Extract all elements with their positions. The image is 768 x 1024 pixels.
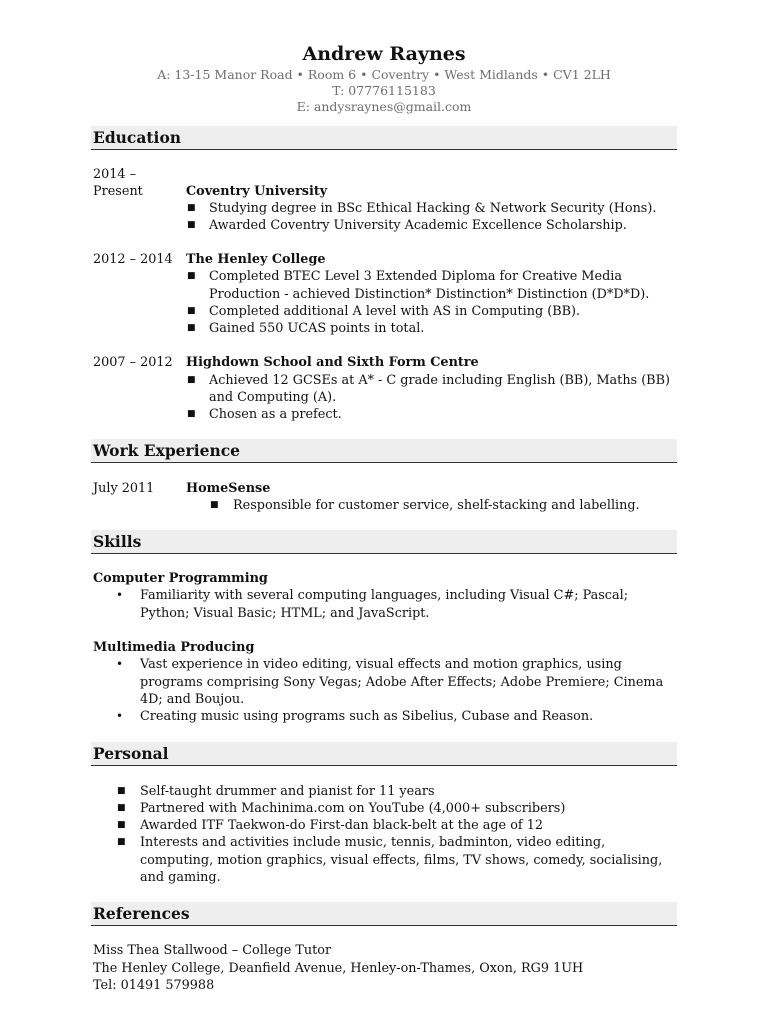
resume-header bbox=[0, 41, 768, 115]
personal-heading bbox=[91, 742, 677, 766]
square-bullet-icon: ■ bbox=[187, 375, 196, 385]
personal-line: computing, motion graphics, visual effects, films, TV shows, comedy, socialising, bbox=[140, 853, 663, 868]
dot-bullet-icon: • bbox=[116, 709, 124, 723]
skill-group-title: Computer Programming bbox=[93, 571, 268, 586]
edu-date: 2014 – bbox=[93, 167, 137, 182]
edu-bullet: Completed additional A level with AS in Computing (BB). bbox=[209, 304, 581, 319]
edu-school: Coventry University bbox=[186, 184, 328, 199]
skill-line: 4D; and Boujou. bbox=[140, 692, 245, 707]
skills-heading bbox=[91, 530, 677, 554]
square-bullet-icon: ■ bbox=[187, 306, 196, 316]
personal-title: Personal bbox=[93, 744, 169, 763]
square-bullet-icon: ■ bbox=[187, 220, 196, 230]
skill-line: programs comprising Sony Vegas; Adobe After Effects; Adobe Premiere; Cinema bbox=[140, 675, 664, 690]
reference-line: Tel: 01491 579988 bbox=[93, 978, 215, 993]
work-employer: HomeSense bbox=[186, 481, 271, 496]
personal-line: and gaming. bbox=[140, 870, 221, 885]
square-bullet-icon: ■ bbox=[117, 786, 126, 796]
edu-bullet: Chosen as a prefect. bbox=[209, 407, 342, 422]
work-bullet: Responsible for customer service, shelf-stacking and labelling. bbox=[233, 498, 640, 513]
personal-line: Self-taught drummer and pianist for 11 years bbox=[140, 784, 435, 799]
personal-line: Interests and activities include music, tennis, badminton, video editing, bbox=[140, 835, 606, 850]
square-bullet-icon: ■ bbox=[117, 803, 126, 813]
edu-bullet: Studying degree in BSc Ethical Hacking & Network Security (Hons). bbox=[209, 201, 657, 216]
email-line: E: andysraynes@gmail.com bbox=[296, 99, 472, 114]
work-heading bbox=[91, 439, 677, 463]
edu-bullet: Achieved 12 GCSEs at A* - C grade including English (BB), Maths (BB) bbox=[209, 373, 670, 388]
edu-bullet: Gained 550 UCAS points in total. bbox=[209, 321, 425, 336]
candidate-name: Andrew Raynes bbox=[302, 43, 466, 65]
education-heading bbox=[91, 126, 677, 150]
references-title: References bbox=[93, 904, 190, 923]
address-line: A: 13-15 Manor Road • Room 6 • Coventry • West Midlands • CV1 2LH bbox=[157, 67, 611, 82]
edu-date: 2012 – 2014 bbox=[93, 252, 173, 267]
skill-line: Vast experience in video editing, visual effects and motion graphics, using bbox=[140, 657, 622, 672]
square-bullet-icon: ■ bbox=[187, 271, 196, 281]
square-bullet-icon: ■ bbox=[210, 500, 219, 510]
edu-bullet: and Computing (A). bbox=[209, 390, 337, 405]
dot-bullet-icon: • bbox=[116, 657, 124, 671]
edu-date: Present bbox=[93, 184, 143, 199]
edu-bullet: Completed BTEC Level 3 Extended Diploma for Creative Media bbox=[209, 269, 622, 284]
phone-line: T: 07776115183 bbox=[332, 83, 436, 98]
edu-date: 2007 – 2012 bbox=[93, 355, 173, 370]
square-bullet-icon: ■ bbox=[187, 409, 196, 419]
skill-group-title: Multimedia Producing bbox=[93, 640, 255, 655]
square-bullet-icon: ■ bbox=[117, 837, 126, 847]
edu-school: Highdown School and Sixth Form Centre bbox=[186, 355, 479, 370]
work-title: Work Experience bbox=[93, 441, 241, 460]
education-title: Education bbox=[93, 128, 182, 147]
square-bullet-icon: ■ bbox=[187, 203, 196, 213]
edu-bullet: Production - achieved Distinction* Distinction* Distinction (D*D*D). bbox=[209, 287, 650, 302]
reference-line: The Henley College, Deanfield Avenue, Henley-on-Thames, Oxon, RG9 1UH bbox=[93, 961, 584, 976]
reference-line: Miss Thea Stallwood – College Tutor bbox=[93, 943, 332, 958]
personal-line: Partnered with Machinima.com on YouTube (4,000+ subscribers) bbox=[140, 801, 566, 816]
dot-bullet-icon: • bbox=[116, 588, 124, 602]
work-date: July 2011 bbox=[93, 481, 155, 496]
square-bullet-icon: ■ bbox=[117, 820, 126, 830]
skill-line: Python; Visual Basic; HTML; and JavaScript. bbox=[140, 606, 430, 621]
references-heading bbox=[91, 902, 677, 926]
skill-line: Creating music using programs such as Sibelius, Cubase and Reason. bbox=[140, 709, 594, 724]
square-bullet-icon: ■ bbox=[187, 323, 196, 333]
skill-line: Familiarity with several computing languages, including Visual C#; Pascal; bbox=[140, 588, 629, 603]
personal-line: Awarded ITF Taekwon-do First-dan black-belt at the age of 12 bbox=[140, 818, 543, 833]
skills-title: Skills bbox=[93, 532, 142, 551]
edu-bullet: Awarded Coventry University Academic Excellence Scholarship. bbox=[209, 218, 627, 233]
edu-school: The Henley College bbox=[186, 252, 326, 267]
